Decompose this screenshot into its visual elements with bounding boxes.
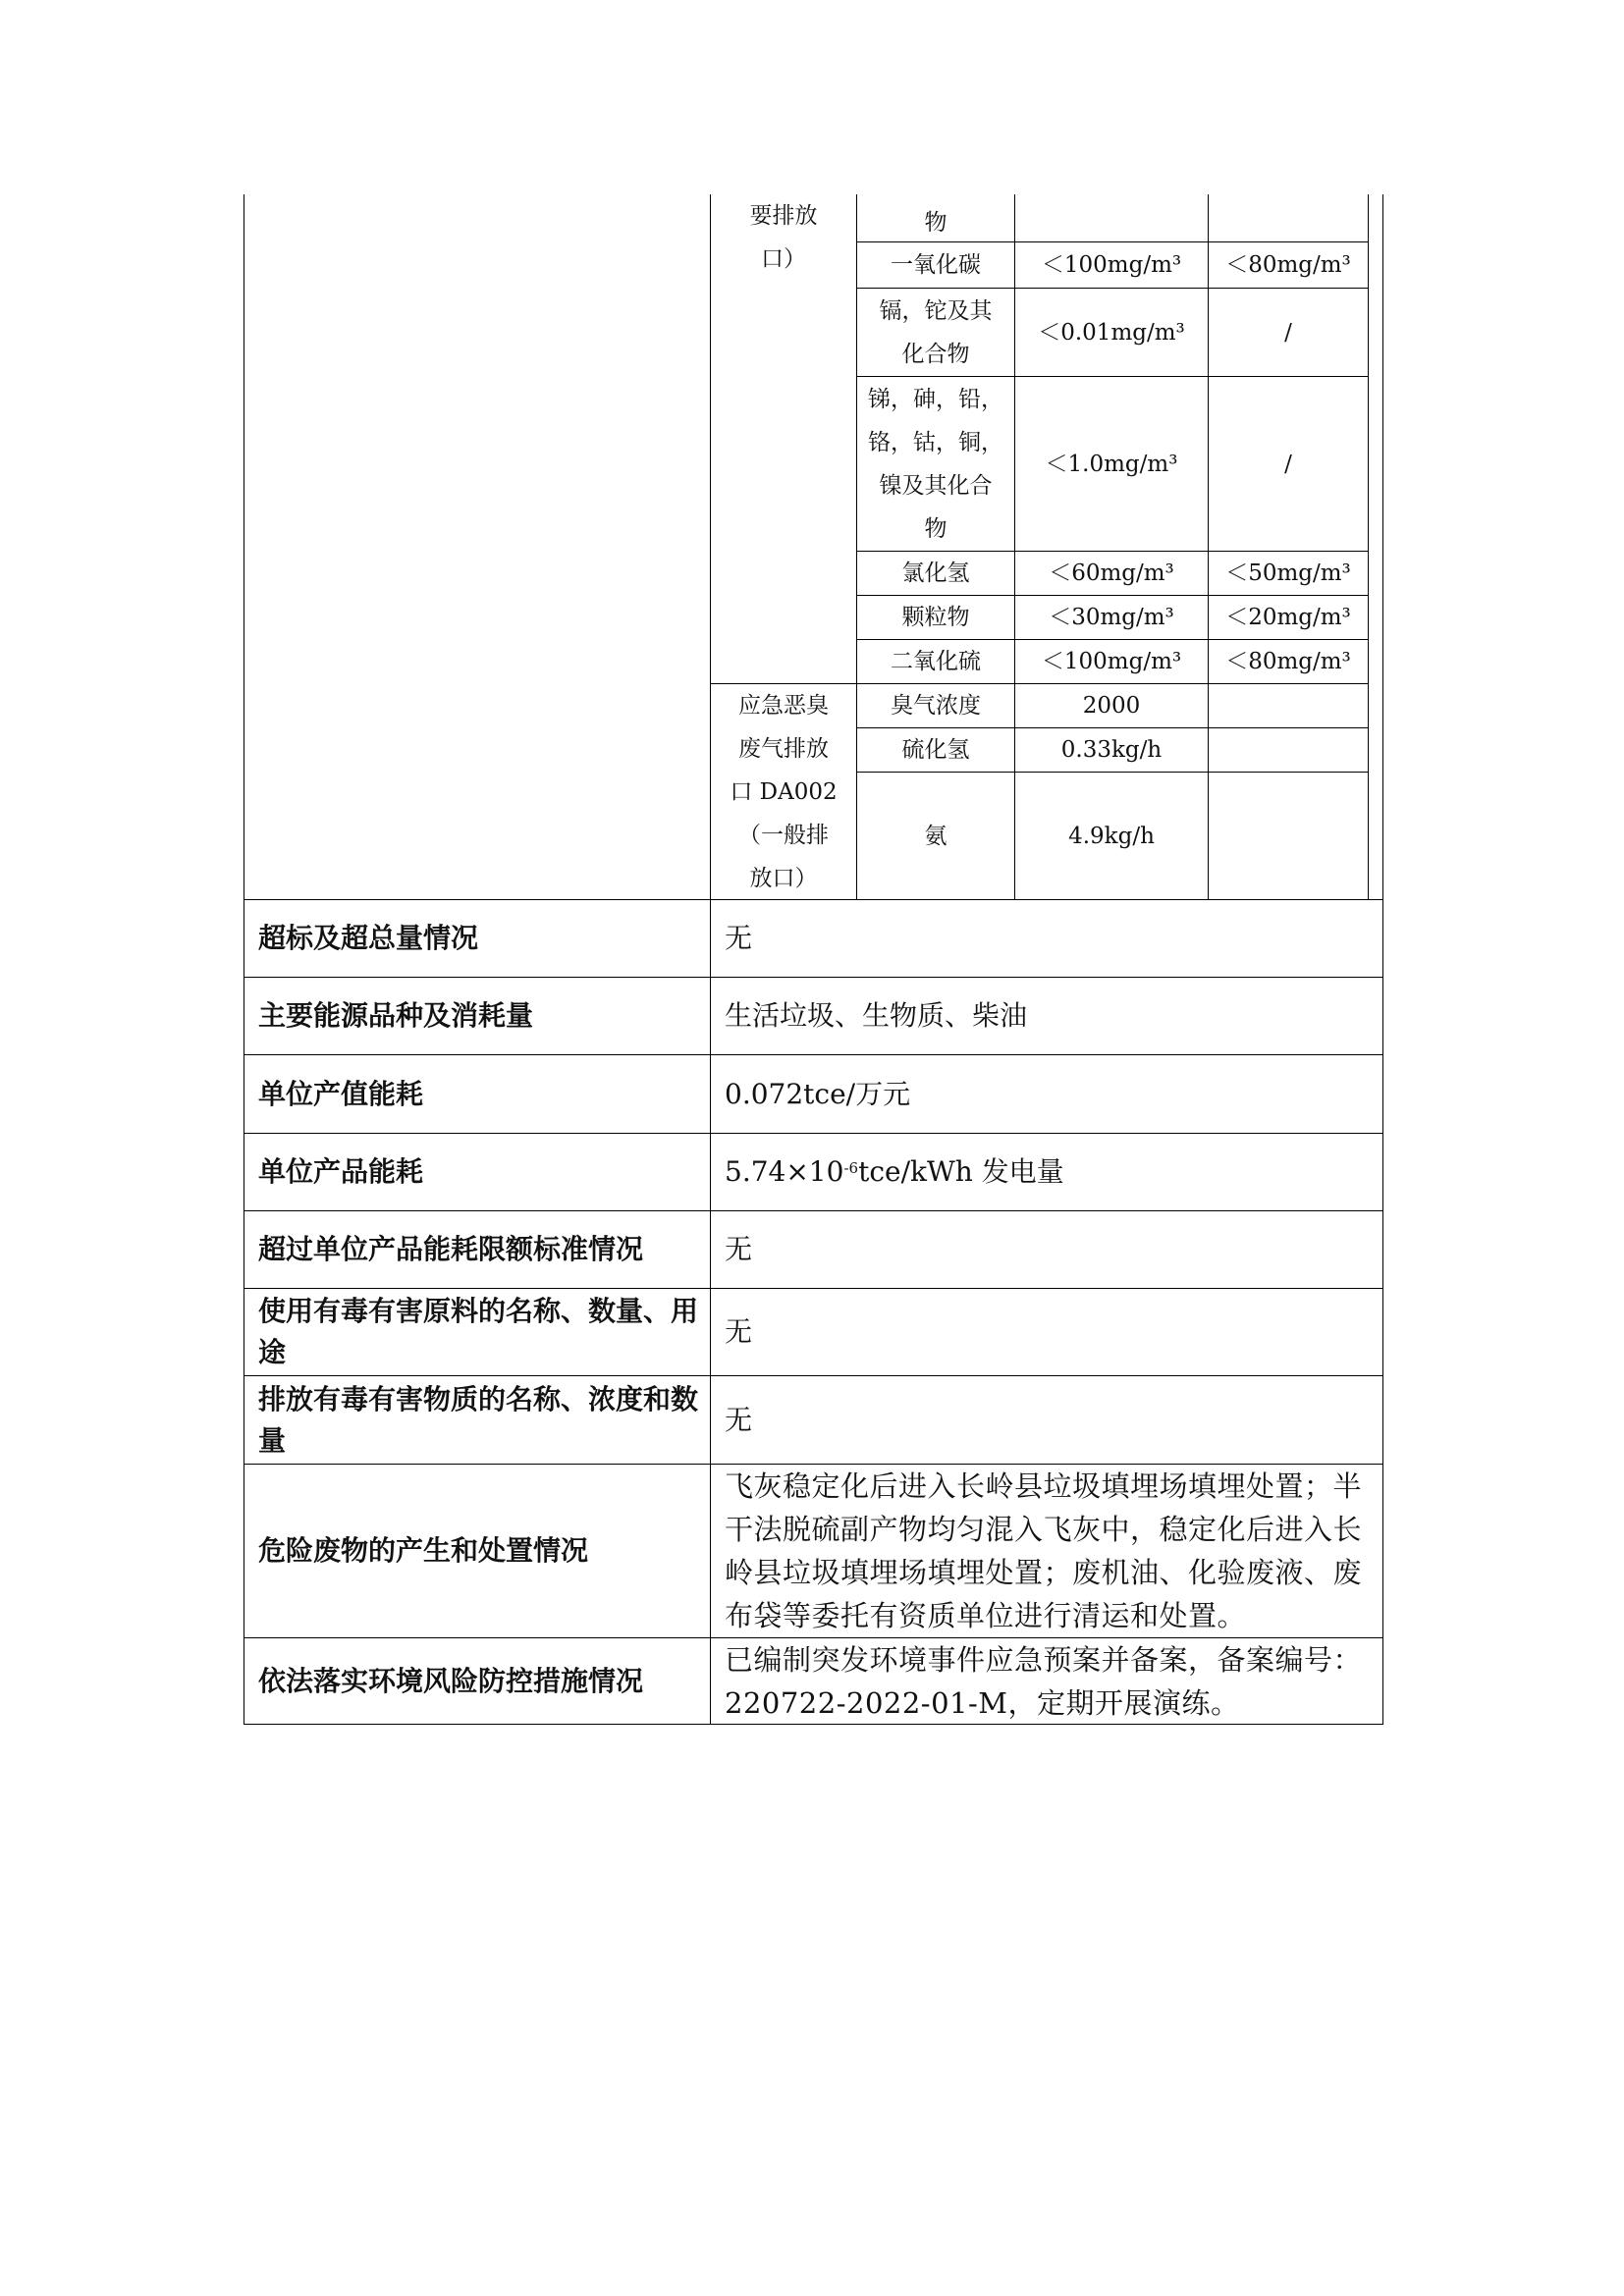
pollutant-cell: 硫化氢 bbox=[901, 737, 970, 763]
value-cell: ＜50mg/m³ bbox=[1225, 561, 1351, 586]
value-cell bbox=[1209, 728, 1368, 772]
row-label: 排放有毒有害物质的名称、浓度和数量 bbox=[258, 1382, 699, 1457]
row-label: 依法落实环境风险防控措施情况 bbox=[258, 1664, 644, 1697]
standard-cell: 4.9kg/h bbox=[1068, 823, 1155, 849]
value-cell bbox=[1209, 204, 1368, 241]
standard-cell bbox=[1015, 204, 1208, 241]
outlet-odor-cell: 应急恶臭 废气排放 口 DA002 （一般排 放口） bbox=[730, 692, 838, 891]
standard-cell: ＜0.01mg/m³ bbox=[1038, 319, 1185, 346]
row-value: 无 bbox=[725, 1315, 753, 1348]
standard-cell: ＜1.0mg/m³ bbox=[1045, 451, 1178, 477]
table-border-right bbox=[1382, 194, 1383, 1724]
row-value: 0.072tce/万元 bbox=[725, 1077, 911, 1110]
pollutant-cell: 物 bbox=[924, 210, 947, 236]
row-label: 使用有毒有害原料的名称、数量、用途 bbox=[258, 1295, 699, 1368]
value-prefix: 5.74×10 bbox=[725, 1155, 844, 1188]
row-value: 无 bbox=[725, 922, 753, 954]
value-suffix: tce/kWh 发电量 bbox=[858, 1155, 1064, 1188]
pollutant-cell: 臭气浓度 bbox=[891, 693, 981, 719]
row-value: 生活垃圾、生物质、柴油 bbox=[725, 999, 1028, 1032]
pollutant-cell: 颗粒物 bbox=[901, 605, 970, 630]
row-value: 已编制突发环境事件应急预案并备案，备案编号：220722-2022-01-M，定期开展演练。 bbox=[725, 1642, 1363, 1720]
pollutant-cell: 氨 bbox=[924, 823, 947, 849]
standard-cell: ＜100mg/m³ bbox=[1041, 252, 1182, 278]
row-label: 单位产品能耗 bbox=[258, 1155, 424, 1188]
row-value: 飞灰稳定化后进入长岭县垃圾填埋场填埋处置；半干法脱硫副产物均匀混入飞灰中，稳定化后进入长岭县垃圾填埋场填埋处置；废机油、化验废液、废布袋等委托有资质单位进行清运和处置。 bbox=[725, 1469, 1363, 1632]
row-value: 无 bbox=[725, 1403, 753, 1436]
subtable-border-right bbox=[1368, 194, 1369, 899]
value-cell: ＜80mg/m³ bbox=[1225, 252, 1351, 278]
value-cell: / bbox=[1284, 451, 1292, 477]
value-cell bbox=[1209, 684, 1368, 727]
standard-cell: 0.33kg/h bbox=[1060, 737, 1163, 763]
pollutant-cell: 一氧化碳 bbox=[891, 252, 981, 278]
standard-cell: ＜60mg/m³ bbox=[1049, 561, 1174, 586]
outlet-main-cell: 要排放 口） bbox=[749, 203, 818, 272]
value-cell bbox=[1209, 773, 1368, 899]
standard-cell: ＜30mg/m³ bbox=[1049, 605, 1174, 630]
row-label: 危险废物的产生和处置情况 bbox=[258, 1534, 589, 1567]
value-cell: ＜80mg/m³ bbox=[1225, 649, 1351, 674]
row-label: 单位产值能耗 bbox=[258, 1077, 424, 1110]
standard-cell: 2000 bbox=[1082, 693, 1141, 719]
value-cell: ＜20mg/m³ bbox=[1225, 605, 1351, 630]
value-exponent: -6 bbox=[843, 1158, 859, 1177]
row-value bbox=[711, 1134, 1382, 1210]
pollutant-cell: 氯化氢 bbox=[901, 561, 970, 586]
pollutant-cell: 二氧化硫 bbox=[891, 649, 981, 674]
value-cell: / bbox=[1284, 319, 1292, 346]
row-label: 超标及超总量情况 bbox=[258, 922, 479, 954]
standard-cell: ＜100mg/m³ bbox=[1041, 649, 1182, 674]
pollutant-cell: 锑，砷，铅， 铬，钴，铜， 镍及其化合 物 bbox=[868, 386, 1003, 542]
row-label: 主要能源品种及消耗量 bbox=[258, 999, 534, 1032]
pollutant-cell: 镉，铊及其 化合物 bbox=[879, 297, 993, 367]
row-label: 超过单位产品能耗限额标准情况 bbox=[258, 1233, 644, 1265]
row-value: 无 bbox=[725, 1233, 753, 1265]
